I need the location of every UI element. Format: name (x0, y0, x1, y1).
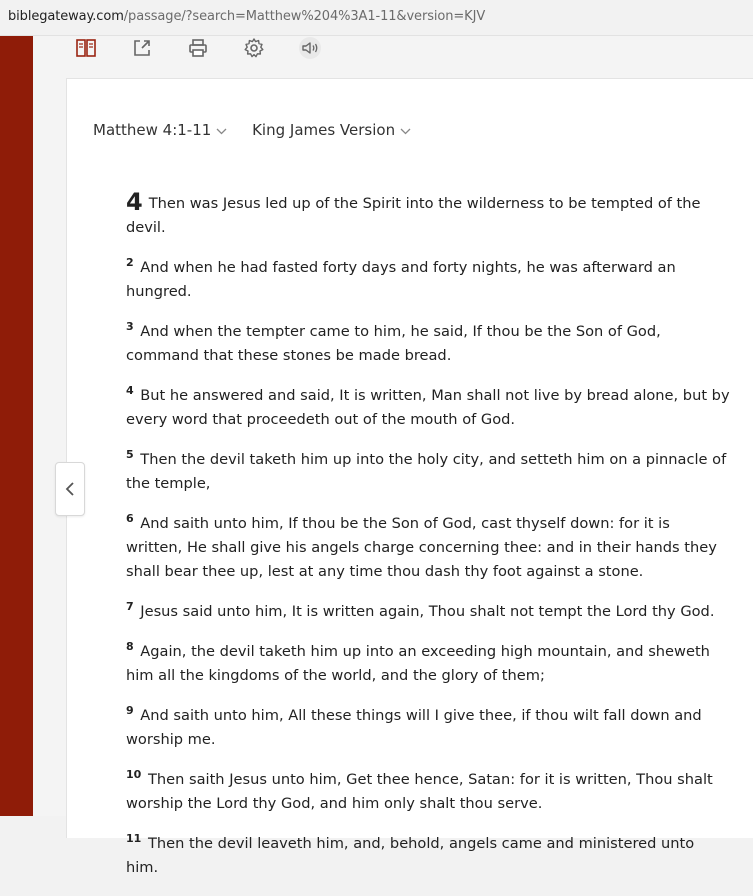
verse-text: Again, the devil taketh him up into an exceeding high mountain, and sheweth him all the kingdoms of the world, and the glory of them; (126, 643, 710, 684)
verse-number: 6 (126, 512, 134, 525)
passage-text (126, 190, 730, 896)
verse-text: And when he had fasted forty days and forty nights, he was afterward an hungred. (126, 259, 676, 300)
previous-chapter-button[interactable] (55, 462, 85, 516)
browser-address-bar[interactable] (0, 0, 753, 36)
verse-8 (126, 640, 730, 688)
verse-text: Then was Jesus led up of the Spirit into the wilderness to be tempted of the devil. (126, 195, 701, 236)
verse-number: 2 (126, 256, 134, 269)
verse-7 (126, 600, 730, 624)
verse-4 (126, 384, 730, 432)
verse-6 (126, 512, 730, 584)
verse-number: 7 (126, 600, 134, 613)
verse-2 (126, 256, 730, 304)
passage-selectors (93, 121, 411, 139)
verse-number: 8 (126, 640, 134, 653)
verse-number: 10 (126, 768, 142, 781)
verse-3 (126, 320, 730, 368)
share-icon[interactable] (127, 36, 157, 60)
verse-text: And saith unto him, All these things will I give thee, if thou wilt fall down and worship me. (126, 707, 702, 748)
print-icon[interactable] (183, 36, 213, 60)
chevron-down-icon (216, 128, 227, 135)
passage-selector-label: Matthew 4:1-11 (93, 121, 212, 139)
url-host: biblegateway.com (8, 9, 124, 24)
version-selector-label: King James Version (252, 121, 396, 139)
verse-number: 3 (126, 320, 134, 333)
verse-9 (126, 704, 730, 752)
chevron-left-icon (65, 481, 75, 497)
url-path: /passage/?search=Matthew%204%3A1-11&version=KJV (123, 9, 486, 24)
verse-text: Then the devil leaveth him, and, behold, angels came and ministered unto him. (126, 835, 695, 876)
verse-text: But he answered and said, It is written, Man shall not live by bread alone, but by every word that proceedeth out of the mouth of God. (126, 387, 730, 428)
audio-icon[interactable] (295, 36, 325, 60)
sidebar-stripe (0, 36, 33, 816)
verse-number: 5 (126, 448, 134, 461)
verse-text: And when the tempter came to him, he said, If thou be the Son of God, command that these stones be made bread. (126, 323, 661, 364)
url-text[interactable] (8, 9, 485, 24)
verse-10 (126, 768, 730, 816)
chapter-number: 4 (126, 188, 143, 216)
parallel-view-icon[interactable] (71, 36, 101, 60)
verse-text: Jesus said unto him, It is written again, Thou shalt not tempt the Lord thy God. (140, 603, 715, 620)
version-selector[interactable] (252, 121, 411, 139)
verse-text: And saith unto him, If thou be the Son of God, cast thyself down: for it is written, He shall give his angels charge concerning thee: and in their hands they shall bear thee up, lest at any time thou dash thy foot against a stone. (126, 515, 717, 580)
verse-number: 11 (126, 832, 142, 845)
passage-selector[interactable] (93, 121, 227, 139)
verse-1 (126, 190, 730, 240)
chevron-down-icon (400, 128, 411, 135)
verse-text: Then the devil taketh him up into the holy city, and setteth him on a pinnacle of the temple, (126, 451, 727, 492)
verse-number: 9 (126, 704, 134, 717)
verse-5 (126, 448, 730, 496)
verse-number: 4 (126, 384, 134, 397)
verse-11 (126, 832, 730, 880)
settings-icon[interactable] (239, 36, 269, 60)
verse-text: Then saith Jesus unto him, Get thee hence, Satan: for it is written, Thou shalt worship the Lord thy God, and him only shalt thou serve. (126, 771, 713, 812)
